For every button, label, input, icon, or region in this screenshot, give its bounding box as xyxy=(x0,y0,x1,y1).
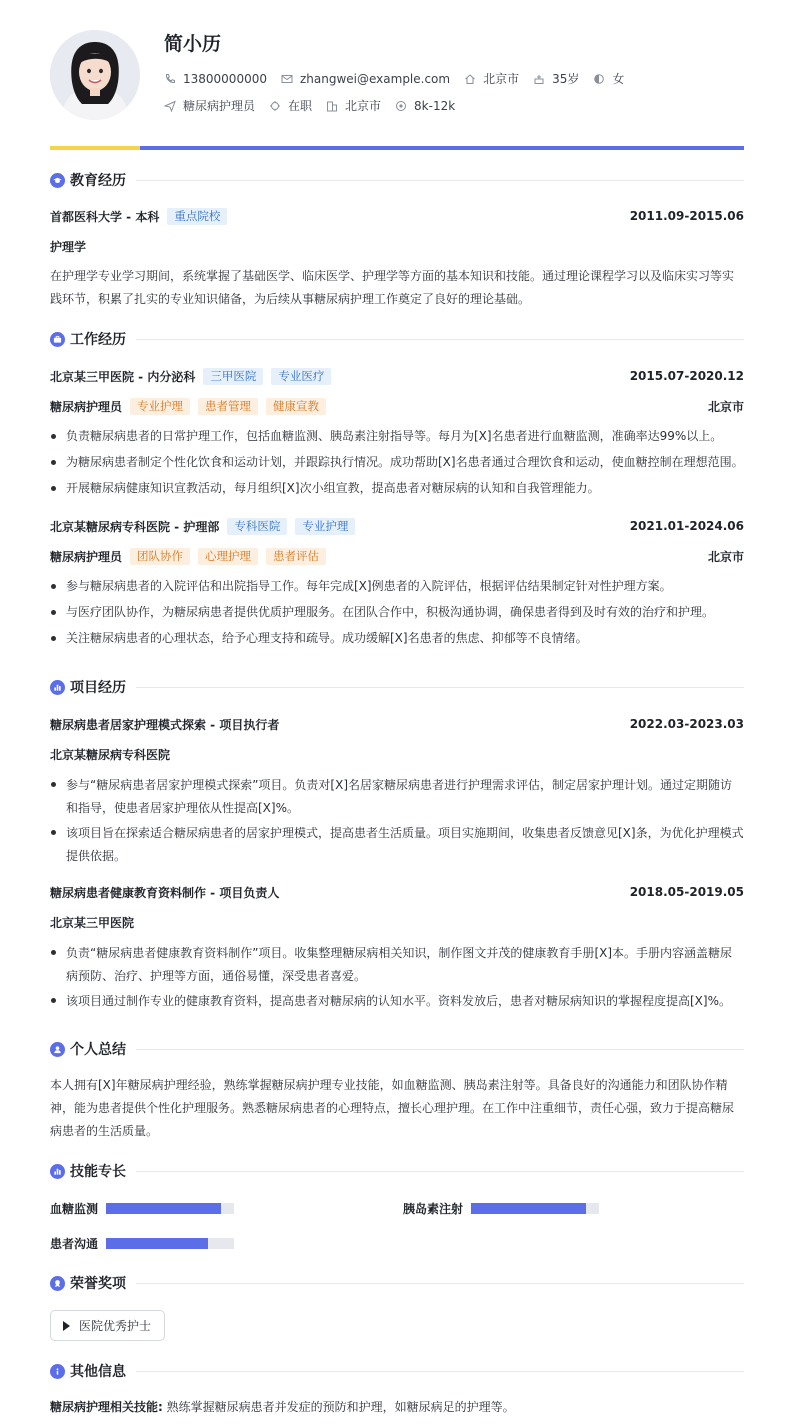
section-title: 教育经历 xyxy=(70,173,126,189)
briefcase-icon xyxy=(50,332,65,347)
other-info-line xyxy=(50,1398,744,1415)
age-text: 35岁 xyxy=(552,72,580,86)
project-bullet: 负责“糖尿病患者健康教育资料制作”项目。收集整理糖尿病相关知识，制作图文并茂的健康教育手册[X]本。手册内容涵盖糖尿病预防、治疗、护理等方面，通俗易懂，深受患者喜爱。 xyxy=(50,942,744,988)
project-bullet: 参与“糖尿病患者居家护理模式探索”项目。负责对[X]名居家糖尿病患者进行护理需求评估，制定居家护理计划。通过定期随访和指导，使患者居家护理依从性提高[X]%。 xyxy=(50,774,744,820)
section-title: 其他信息 xyxy=(70,1364,126,1380)
email-text: zhangwei@example.com xyxy=(299,71,451,86)
target-city-text: 北京市 xyxy=(345,99,382,113)
send-icon xyxy=(164,100,176,112)
role-tag: 患者管理 xyxy=(198,398,258,415)
section-projects xyxy=(50,677,744,697)
honor-text: 医院优秀护士 xyxy=(79,1319,152,1333)
section-title: 项目经历 xyxy=(70,680,126,696)
work-bullet: 与医疗团队协作，为糖尿病患者提供优质护理服务。在团队合作中，积极沟通协调，确保患者得到及时有效的治疗和护理。 xyxy=(50,602,744,623)
info-icon xyxy=(50,1364,65,1379)
other-label: 糖尿病护理相关技能: xyxy=(50,1400,163,1414)
major-row xyxy=(50,237,744,255)
salary-item xyxy=(395,99,455,113)
job-info-row xyxy=(164,97,469,114)
summary-text: 本人拥有[X]年糖尿病护理经验，熟练掌握糖尿病护理专业技能，如血糖监测、胰岛素注射等。具备良好的沟通能力和团队协作精神，能为患者提供个性化护理服务。熟悉糖尿病患者的心理特点，擅长心理护理。在工作中注重细节，责任心强，致力于提高糖尿病患者的生活质量。 xyxy=(50,1078,735,1138)
skill-bar-fill xyxy=(471,1203,586,1214)
job-target-text: 糖尿病护理员 xyxy=(183,99,256,113)
honor-item xyxy=(50,1310,165,1341)
role-tag: 心理护理 xyxy=(198,548,258,565)
email-item xyxy=(281,72,450,86)
project-date: 2022.03-2023.03 xyxy=(629,717,744,731)
section-title: 技能专长 xyxy=(70,1164,126,1180)
work-date: 2021.01-2024.06 xyxy=(629,519,744,533)
avatar xyxy=(50,30,140,120)
play-triangle-icon xyxy=(63,1321,70,1331)
role-tag: 专业护理 xyxy=(130,398,190,415)
skill-bar xyxy=(106,1203,234,1214)
skill-name: 患者沟通 xyxy=(50,1237,99,1251)
section-line xyxy=(136,339,744,340)
project-org: 北京某三甲医院 xyxy=(50,915,135,930)
role-tag: 患者评估 xyxy=(266,548,326,565)
salary-icon xyxy=(395,100,407,112)
skill-item xyxy=(50,1235,234,1252)
education-description: 在护理学专业学习期间，系统掌握了基础医学、临床医学、护理学等方面的基本知识和技能。通过理论课程学习以及临床实习等实践环节，积累了扎实的专业知识储备，为后续从事糖尿病护理工作奠定了良好的理论基础。 xyxy=(50,269,735,306)
company-name: 北京某三甲医院 - 内分泌科 xyxy=(50,369,196,384)
skill-name: 血糖监测 xyxy=(50,1202,99,1216)
project-date: 2018.05-2019.05 xyxy=(629,885,744,899)
section-line xyxy=(136,180,744,181)
bar-chart-icon xyxy=(50,1164,65,1179)
candidate-name: 简小历 xyxy=(164,33,222,55)
section-line xyxy=(136,1283,744,1284)
skill-name: 胰岛素注射 xyxy=(403,1202,464,1216)
major: 护理学 xyxy=(50,239,87,254)
graduation-cap-icon xyxy=(50,173,65,188)
work-bullet: 关注糖尿病患者的心理状态，给予心理支持和疏导。成功缓解[X]名患者的焦虑、抑郁等不良情绪。 xyxy=(50,628,744,649)
header-divider-accent xyxy=(50,146,140,150)
job-target-item xyxy=(164,97,255,114)
section-honors xyxy=(50,1273,744,1293)
work-date: 2015.07-2020.12 xyxy=(629,369,744,383)
project-title: 糖尿病患者居家护理模式探索 - 项目执行者 xyxy=(50,717,280,732)
section-line xyxy=(136,1049,744,1050)
location-item xyxy=(464,70,519,87)
company-tag: 三甲医院 xyxy=(203,368,263,385)
skill-bar-fill xyxy=(106,1203,221,1214)
skill-bar xyxy=(106,1238,234,1249)
section-other xyxy=(50,1361,744,1381)
project-org: 北京某糖尿病专科医院 xyxy=(50,747,171,762)
work-bullet: 负责糖尿病患者的日常护理工作，包括血糖监测、胰岛素注射指导等。每月为[X]名患者进行血糖监测，准确率达99%以上。 xyxy=(50,426,744,447)
section-summary xyxy=(50,1039,744,1059)
other-text: 熟练掌握糖尿病患者并发症的预防和护理，如糖尿病足的护理等。 xyxy=(166,1400,515,1414)
section-title: 工作经历 xyxy=(70,332,126,348)
school-tag: 重点院校 xyxy=(167,208,227,225)
skill-item xyxy=(50,1200,234,1217)
home-icon xyxy=(464,73,476,85)
project-org-row xyxy=(50,745,744,763)
project-bullet: 该项目旨在探索适合糖尿病患者的居家护理模式，提高患者生活质量。项目实施期间，收集患者反馈意见[X]条，为优化护理模式提供依据。 xyxy=(50,822,744,868)
company-name: 北京某糖尿病专科医院 - 护理部 xyxy=(50,519,220,534)
project-bullet: 该项目通过制作专业的健康教育资料，提高患者对糖尿病的认知水平。资料发放后，患者对糖尿病知识的掌握程度提高[X]%。 xyxy=(50,990,744,1013)
education-header xyxy=(50,207,744,225)
section-work xyxy=(50,329,744,349)
bar-chart-icon xyxy=(50,680,65,695)
age-item xyxy=(533,70,579,87)
phone-item xyxy=(164,72,267,86)
work-entry-header xyxy=(50,367,744,385)
building-icon xyxy=(326,100,338,112)
section-education xyxy=(50,170,744,190)
work-city: 北京市 xyxy=(707,549,744,564)
section-title: 个人总结 xyxy=(70,1042,126,1058)
work-entry-header xyxy=(50,517,744,535)
section-line xyxy=(136,687,744,688)
gender-icon xyxy=(593,73,605,85)
status-text: 在职 xyxy=(288,99,313,113)
contact-info-row xyxy=(164,70,638,87)
section-line xyxy=(136,1171,744,1172)
location-text: 北京市 xyxy=(483,72,520,86)
work-role-row xyxy=(50,547,744,565)
skill-item xyxy=(403,1200,599,1217)
school-name: 首都医科大学 - 本科 xyxy=(50,209,160,224)
header-divider xyxy=(50,146,744,150)
user-icon xyxy=(50,1042,65,1057)
section-title: 荣誉奖项 xyxy=(70,1276,126,1292)
project-header xyxy=(50,715,744,733)
company-tag: 专业医疗 xyxy=(271,368,331,385)
work-city: 北京市 xyxy=(707,399,744,414)
status-icon xyxy=(269,100,281,112)
salary-text: 8k-12k xyxy=(414,98,456,113)
section-line xyxy=(136,1371,744,1372)
section-skills xyxy=(50,1161,744,1181)
company-tag: 专业护理 xyxy=(295,518,355,535)
phone-text: 13800000000 xyxy=(183,71,267,86)
mail-icon xyxy=(281,73,293,85)
target-city-item xyxy=(326,97,381,114)
phone-icon xyxy=(164,73,176,85)
skill-bar xyxy=(471,1203,599,1214)
work-bullet: 开展糖尿病健康知识宣教活动，每月组织[X]次小组宣教，提高患者对糖尿病的认知和自我管理能力。 xyxy=(50,478,744,499)
cake-icon xyxy=(533,73,545,85)
role-tag: 团队协作 xyxy=(130,548,190,565)
company-tag: 专科医院 xyxy=(227,518,287,535)
work-bullet: 参与糖尿病患者的入院评估和出院指导工作。每年完成[X]例患者的入院评估，根据评估结果制定针对性护理方案。 xyxy=(50,576,744,597)
role-tag: 健康宣教 xyxy=(266,398,326,415)
skill-bar-fill xyxy=(106,1238,208,1249)
role-name: 糖尿病护理员 xyxy=(50,399,123,414)
project-org-row xyxy=(50,913,744,931)
award-icon xyxy=(50,1276,65,1291)
role-name: 糖尿病护理员 xyxy=(50,549,123,564)
gender-text: 女 xyxy=(612,72,625,86)
work-role-row xyxy=(50,397,744,415)
status-item xyxy=(269,97,312,114)
education-date: 2011.09-2015.06 xyxy=(629,209,744,223)
work-bullet: 为糖尿病患者制定个性化饮食和运动计划，并跟踪执行情况。成功帮助[X]名患者通过合理饮食和运动，使血糖控制在理想范围。 xyxy=(50,452,744,473)
gender-item xyxy=(593,70,624,87)
project-header xyxy=(50,883,744,901)
project-title: 糖尿病患者健康教育资料制作 - 项目负责人 xyxy=(50,885,280,900)
